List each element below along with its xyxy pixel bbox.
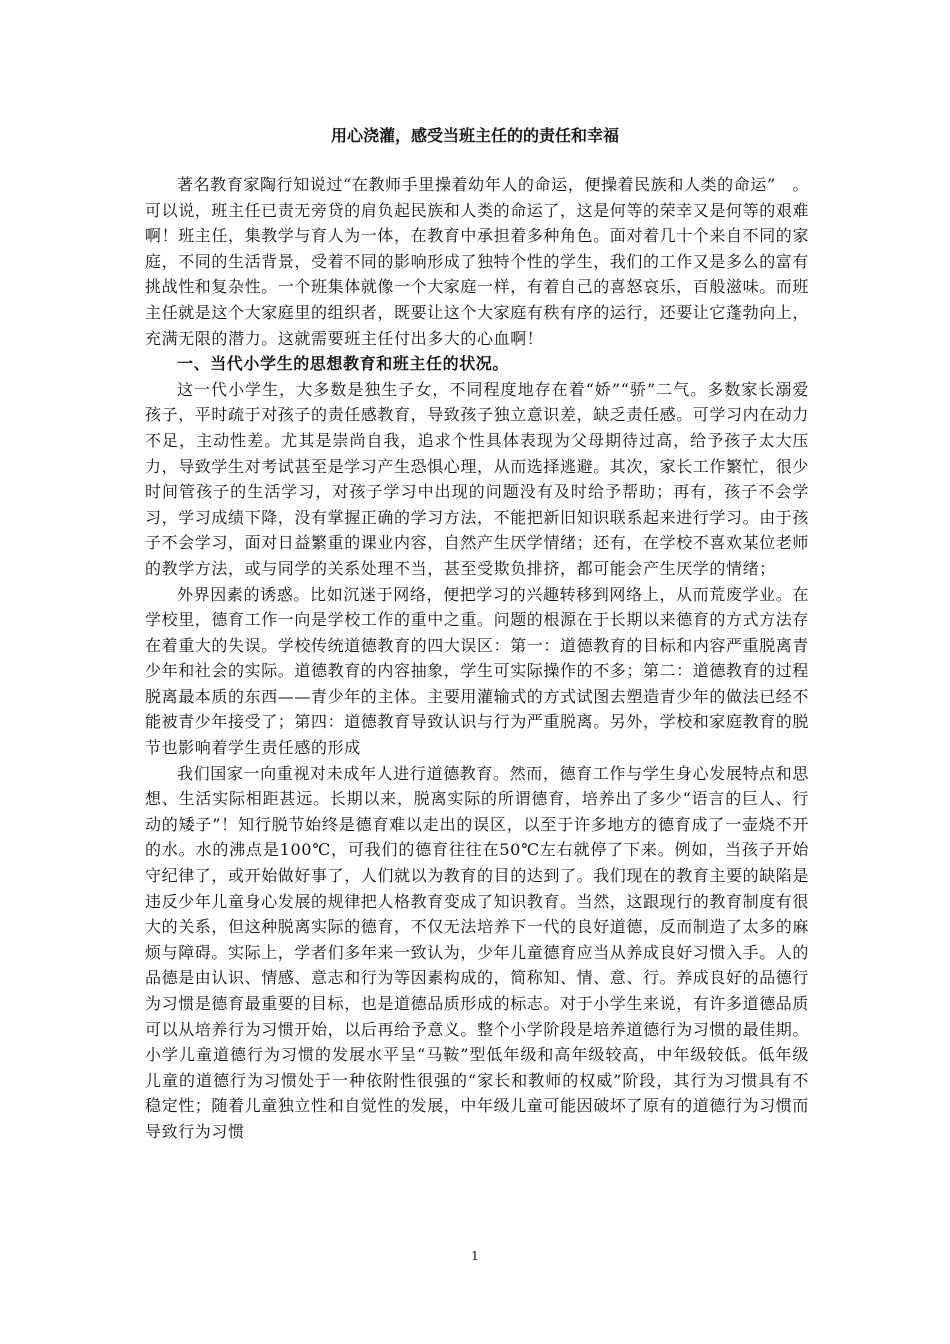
document-body — [145, 172, 809, 1145]
paragraph-intro: 著名教育家陶行知说过“在教师手里操着幼年人的命运，便操着民族和人类的命运” 。可以说，班主任已责无旁贷的肩负起民族和人类的命运了，这是何等的荣幸又是何等的艰难啊！班主任，集教学与育人为一体，在教育中承担着多种角色。面对着几十个来自不同的家庭，不同的生活背景，受着不同的影响形成了独特个性的学生，我们的工作又是多么的富有挑战性和复杂性。一个班集体就像一个大家庭一样，有着自己的喜怒哀乐，百般滋味。而班主任就是这个大家庭里的组织者，既要让这个大家庭有秩有序的运行，还要让它蓬勃向上，充满无限的潜力。这就需要班主任付出多大的心血啊！ — [145, 175, 810, 348]
document-title: 用心浇灌，感受当班主任的的责任和幸福 — [330, 126, 619, 145]
paragraph-moral-education: 我们国家一向重视对未成年人进行道德教育。然而，德育工作与学生身心发展特点和思想、生活实际相距甚远。长期以来，脱离实际的所谓德育，培养出了多少“语言的巨人、行动的矮子”！知行脱节始终是德育难以走出的误区，以至于许多地方的德育成了一壶烧不开的水。水的沸点是100℃，可我们的德育往往在50℃左右就停了下来。例如，当孩子开始守纪律了，或开始做好事了，人们就以为教育的目的达到了。我们现在的教育主要的缺陷是违反少年儿童身心发展的规律把人格教育变成了知识教育。当然，这跟现行的教育制度有很大的关系，但这种脱离实际的德育，不仅无法培养下一代的良好道德，反而制造了太多的麻烦与障碍。实际上，学者们多年来一致认为，少年儿童德育应当从养成良好习惯入手。人的品德是由认识、情感、意志和行为等因素构成的，简称知、情、意、行。养成良好的品德行为习惯是德育最重要的目标，也是道德品质形成的标志。对于小学生来说，有许多道德品质可以从培养行为习惯开始，以后再给予意义。整个小学阶段是培养道德行为习惯的最佳期。小学儿童道德行为习惯的发展水平呈“马鞍”型低年级和高年级较高，中年级较低。低年级儿童的道德行为习惯处于一种依附性很强的“家长和教师的权威”阶段，其行为习惯具有不稳定性；随着儿童独立性和自觉性的发展，中年级儿童可能因破坏了原有的道德行为习惯而导致行为习惯 — [145, 763, 810, 1141]
paragraph-external-factors: 外界因素的诱惑。比如沉迷于网络，便把学习的兴趣转移到网络上，从而荒废学业。在学校里，德育工作一向是学校工作的重中之重。问题的根源在于长期以来德育的方式方法存在着重大的失误。学校传统道德教育的四大误区：第一：道德教育的目标和内容严重脱离青少年和社会的实际。道德教育的内容抽象，学生可实际操作的不多；第二：道德教育的过程脱离最本质的东西——青少年的主体。主要用灌输式的方式试图去塑造青少年的做法已经不能被青少年接受了；第四：道德教育导致认识与行为严重脱离。另外，学校和家庭教育的脱节也影响着学生责任感的形成 — [145, 584, 810, 758]
paragraph-students: 这一代小学生，大多数是独生子女，不同程度地存在着“娇”“骄”二气。多数家长溺爱孩子，平时疏于对孩子的责任感教育，导致孩子独立意识差，缺乏责任感。可学习内在动力不足，主动性差。尤其是崇尚自我，追求个性具体表现为父母期待过高，给予孩子太大压力，导致学生对考试甚至是学习产生恐惧心理，从而选择逃避。其次，家长工作繁忙，很少时间管孩子的生活学习，对孩子学习中出现的问题没有及时给予帮助；再有，孩子不会学习，学习成绩下降，没有掌握正确的学习方法，不能把新旧知识联系起来进行学习。由于孩子不会学习，面对日益繁重的课业内容，自然产生厌学情绪；还有，在学校不喜欢某位老师的教学方法，或与同学的关系处理不当，甚至受欺负排挤，都可能会产生厌学的情绪； — [145, 379, 810, 578]
page-number: 1 — [471, 1249, 479, 1263]
section-heading-1: 一、当代小学生的思想教育和班主任的状况。 — [177, 354, 510, 374]
